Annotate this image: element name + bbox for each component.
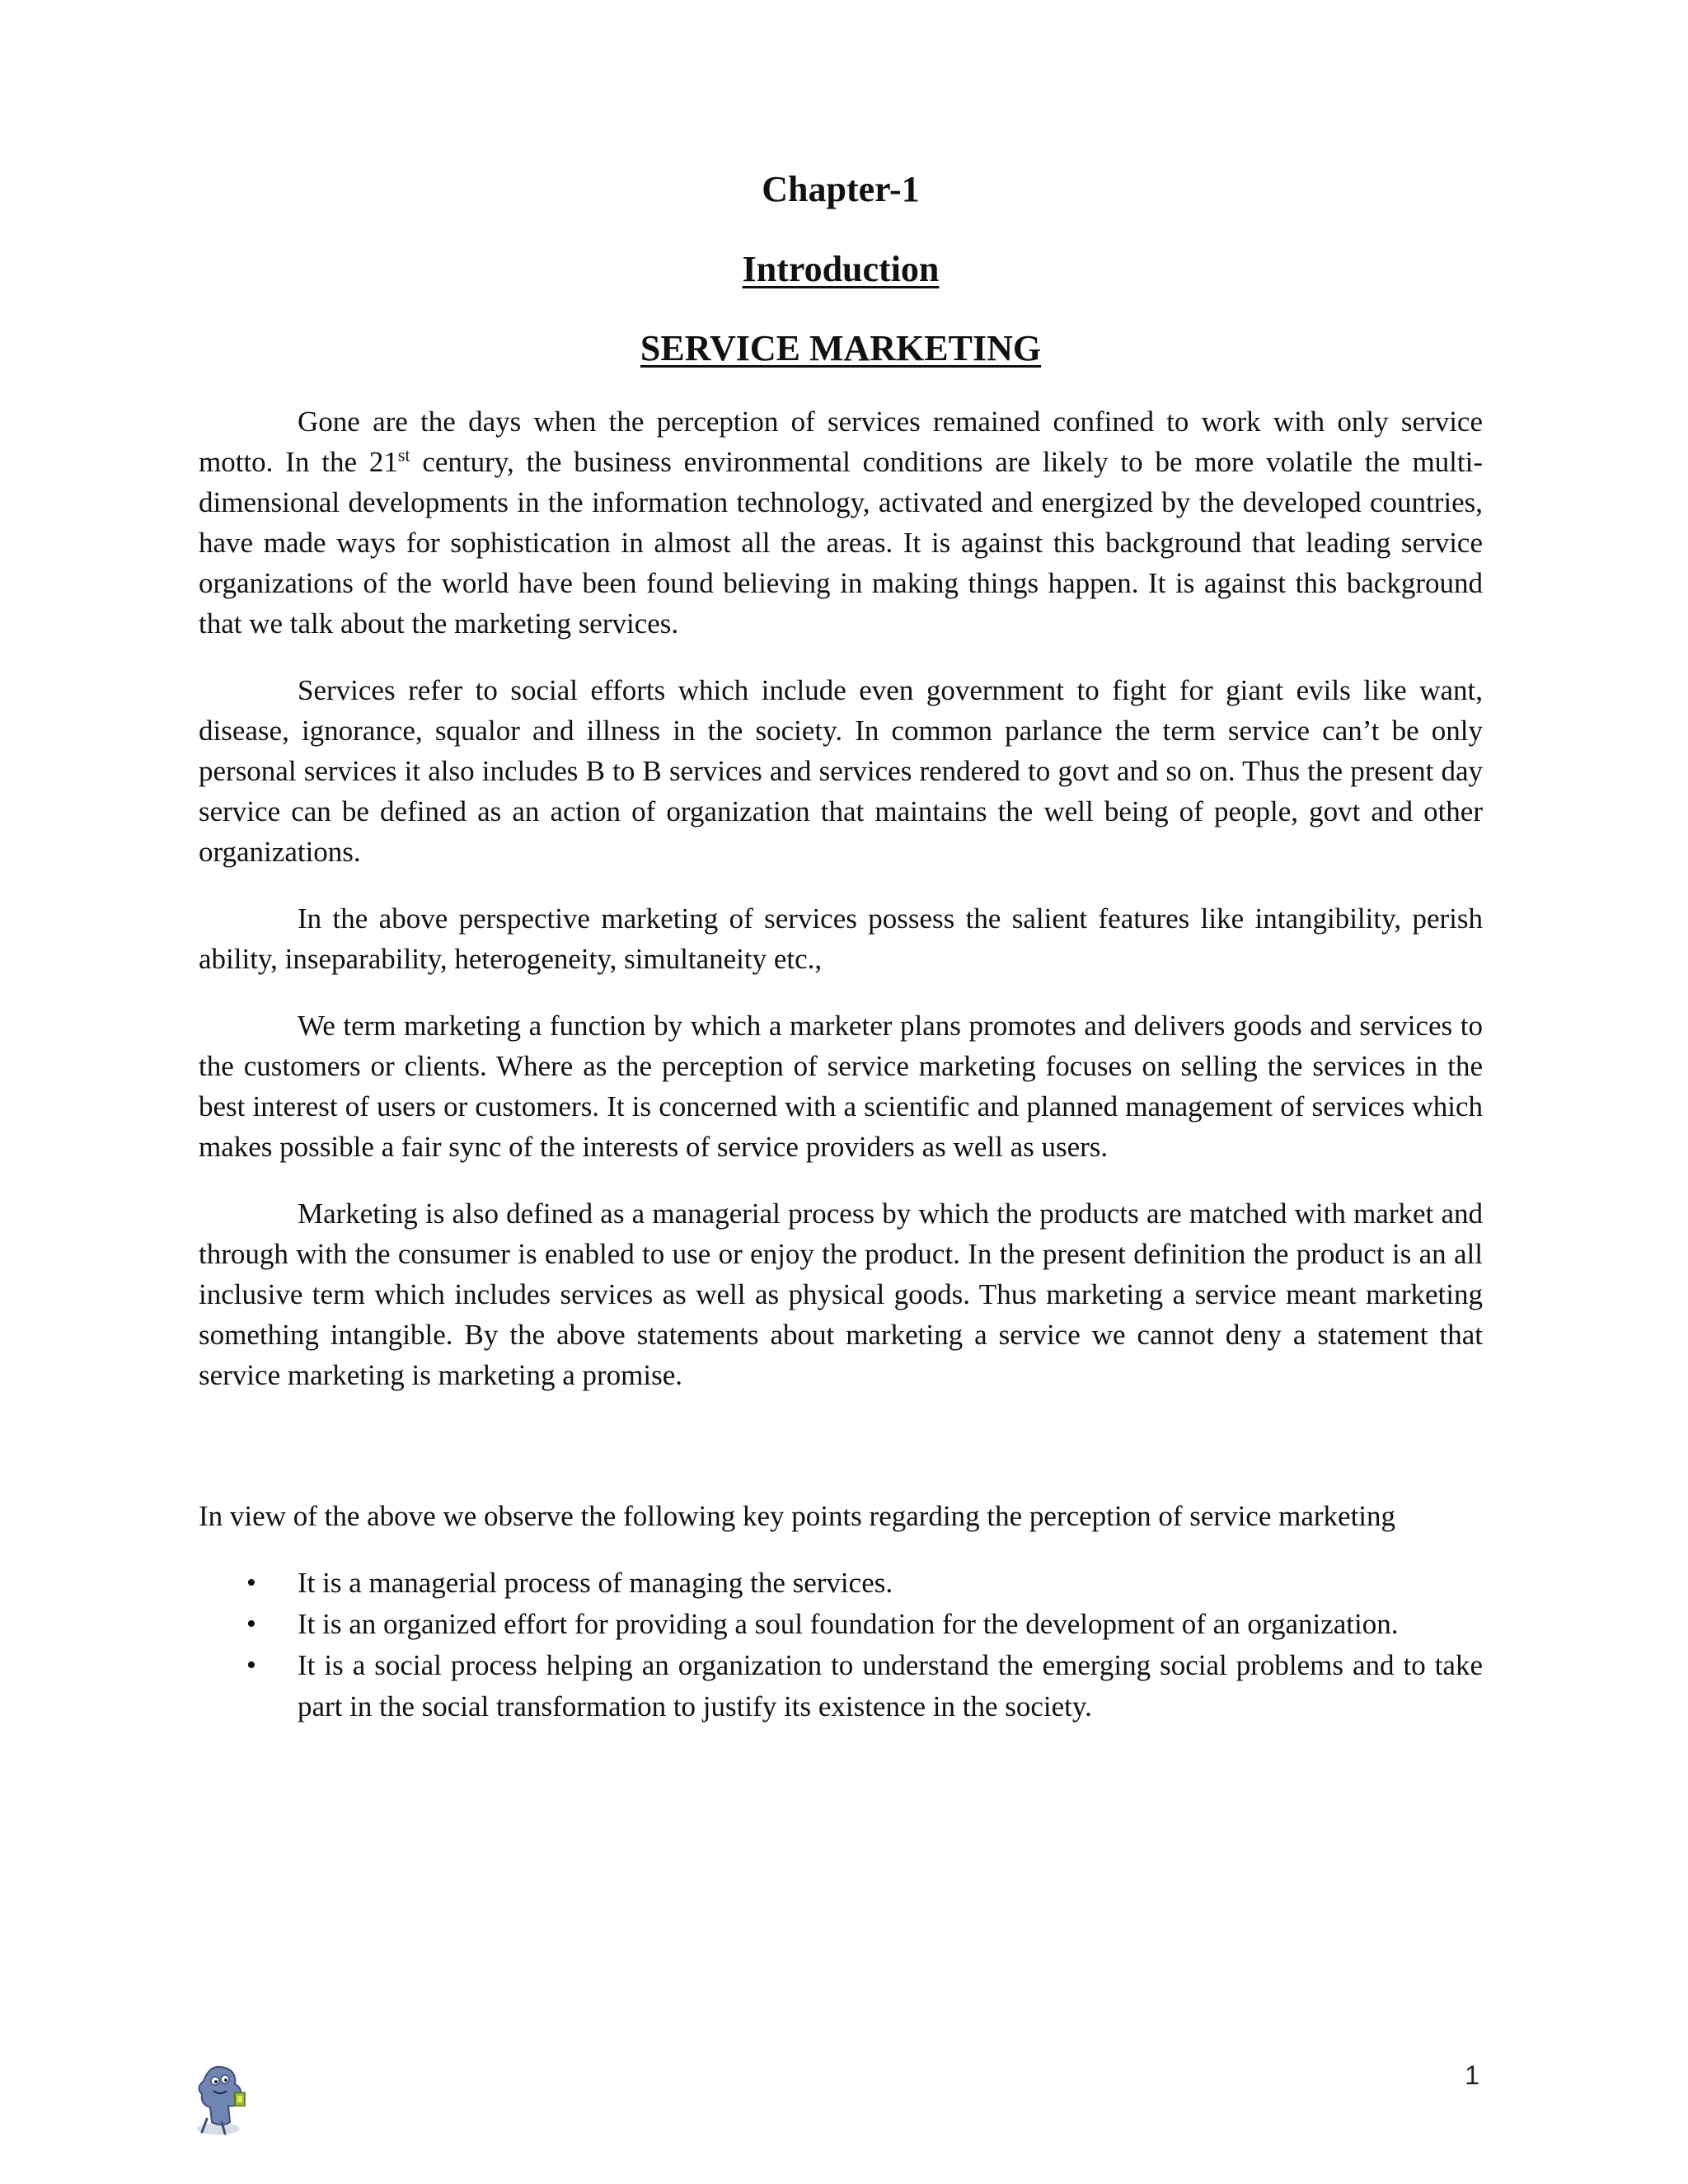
chapter-heading: Chapter-1 — [762, 169, 920, 209]
list-item-text: It is a managerial process of managing the services. — [298, 1566, 893, 1599]
list-item — [199, 1563, 1483, 1604]
bullet-icon: • — [246, 1649, 256, 1680]
key-points-list — [199, 1563, 1483, 1727]
page-number: 1 — [1465, 2060, 1479, 2090]
paragraph-2: Services refer to social efforts which include even government to fight for giant evils like want, disease, ignorance, squalor and illness in the society. In common parlance the term service can’t be only personal services it also includes B to B services and services rendered to govt and so on. Thus the present day service can be defined as an action of organization that maintains the well being of people, govt and other organizations. — [199, 673, 1483, 868]
key-points-lead: In view of the above we observe the following key points regarding the perception of service marketing — [199, 1499, 1396, 1532]
list-item-text: It is a social process helping an organization to understand the emerging social problems and to take part in the social transformation to justify its existence in the society. — [298, 1648, 1483, 1722]
paragraph-1 — [199, 401, 1483, 644]
ordinal-superscript: st — [397, 444, 410, 466]
blank-space — [199, 1422, 1483, 1496]
paragraph-5: Marketing is also defined as a managerial process by which the products are matched with market and through with the consumer is enabled to use or enjoy the product. In the present definition the product is an all inclusive term which includes services as well as physical goods. Thus marketing a service meant marketing something intangible. By the above statements about marketing a service we cannot deny a statement that service marketing is marketing a promise. — [199, 1197, 1483, 1391]
bullet-icon: • — [246, 1608, 256, 1639]
paragraph-1-text-b: century, the business environmental conditions are likely to be more volatile the multi-dimensional developments in the information technology, activated and energized by the developed countries, have made ways for sophistication in almost all the areas. It is against this background that leading service organizations of the world have been found believing in making things happen. It is against this background that we talk about the marketing services. — [199, 445, 1484, 640]
section-title: SERVICE MARKETING — [640, 328, 1042, 369]
introduction-heading: Introduction — [742, 248, 940, 289]
paragraph-4: We term marketing a function by which a marketer plans promotes and delivers goods and services to the customers or clients. Where as the perception of service marketing focuses on selling the services in the best interest of users or customers. It is concerned with a scientific and planned management of services which makes possible a fair sync of the interests of service providers as well as users. — [199, 1009, 1483, 1163]
bullet-icon: • — [246, 1567, 256, 1598]
list-item — [199, 1645, 1483, 1727]
paragraph-1-text-a: Gone are the days when the perception of services remained confined to work with only service motto. In the 21 — [199, 405, 1483, 478]
page-content — [199, 169, 1483, 1727]
list-item — [199, 1604, 1483, 1645]
mascot-logo-icon — [185, 2056, 260, 2139]
list-item-text: It is an organized effort for providing a soul foundation for the development of an organization. — [298, 1607, 1399, 1640]
paragraph-3: In the above perspective marketing of services possess the salient features like intangibility, perish ability, inseparability, heterogeneity, simultaneity etc., — [199, 902, 1483, 975]
